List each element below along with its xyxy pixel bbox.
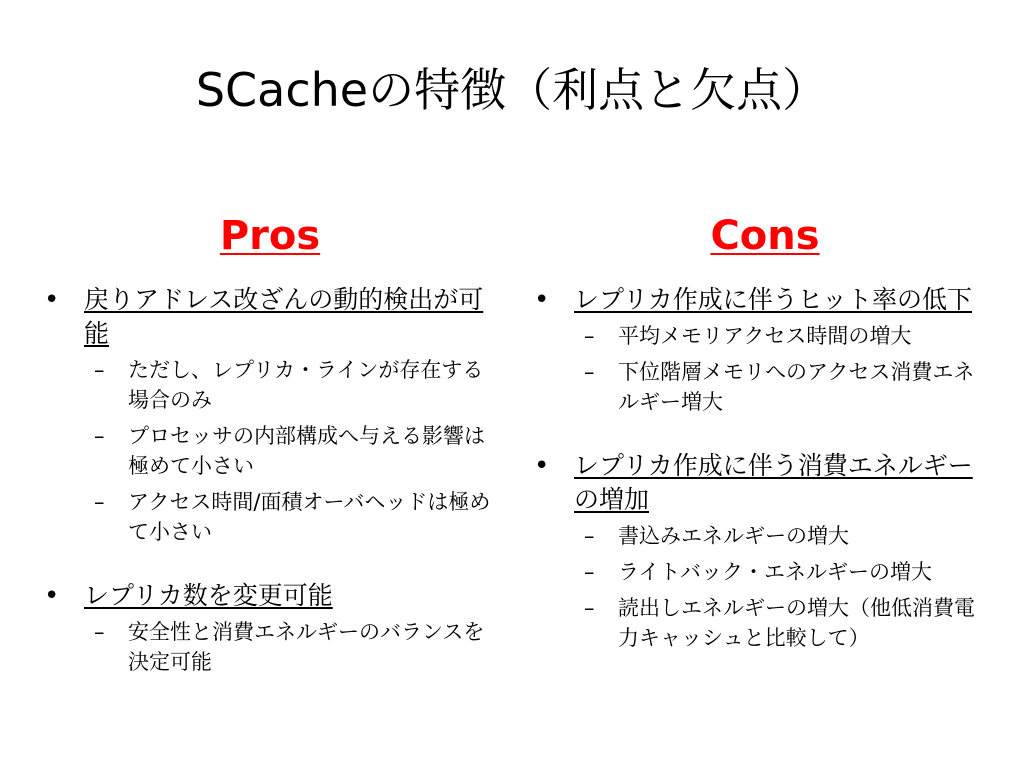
bullet-icon: • (534, 285, 550, 315)
cons-item (530, 283, 990, 417)
cons-sub-text: 平均メモリアクセス時間の増大 (618, 324, 912, 348)
dash-icon: – (584, 560, 595, 584)
cons-item-text: レプリカ作成に伴う消費エネルギーの増加 (574, 451, 973, 514)
pros-item (40, 283, 500, 547)
cons-heading: Cons (710, 213, 820, 259)
pros-sub-text: プロセッサの内部構成へ与える影響は極めて小さい (128, 424, 485, 478)
cons-sub-text: ライトバック・エネルギーの増大 (618, 560, 932, 584)
dash-icon: – (94, 490, 105, 514)
dash-icon: – (584, 596, 595, 620)
pros-sub-item (84, 421, 500, 481)
pros-heading: Pros (219, 213, 321, 259)
dash-icon: – (584, 360, 595, 384)
pros-item-text: レプリカ数を変更可能 (84, 581, 333, 610)
dash-icon: – (584, 524, 595, 548)
cons-column (530, 283, 990, 659)
pros-column (40, 283, 500, 683)
bullet-icon: • (534, 451, 550, 481)
pros-sub-text: 安全性と消費エネルギーのバランスを決定可能 (128, 620, 485, 674)
dash-icon: – (94, 620, 105, 644)
pros-sub-item (84, 487, 500, 547)
cons-item (530, 449, 990, 653)
cons-sub-item (574, 521, 990, 551)
bullet-icon: • (44, 581, 60, 611)
pros-sub-list (84, 617, 500, 677)
cons-sub-item (574, 357, 990, 417)
dash-icon: – (94, 358, 105, 382)
pros-item (40, 579, 500, 677)
pros-sub-text: アクセス時間/面積オーバヘッドは極めて小さい (128, 490, 491, 544)
pros-sub-item (84, 355, 500, 415)
pros-sub-item (84, 617, 500, 677)
bullet-icon: • (44, 285, 60, 315)
pros-sub-text: ただし、レプリカ・ラインが存在する場合のみ (128, 358, 484, 412)
cons-sub-item (574, 557, 990, 587)
cons-sub-text: 書込みエネルギーの増大 (618, 524, 849, 548)
cons-item-text: レプリカ作成に伴うヒット率の低下 (574, 285, 973, 314)
pros-sub-list (84, 355, 500, 547)
slide-title: SCacheの特徴（利点と欠点） (195, 63, 829, 117)
cons-sub-item (574, 593, 990, 653)
cons-sub-list (574, 521, 990, 653)
pros-item-text: 戻りアドレス改ざんの動的検出が可能 (84, 285, 484, 348)
dash-icon: – (584, 324, 595, 348)
cons-sub-text: 下位階層メモリへのアクセス消費エネルギー増大 (618, 360, 975, 414)
cons-sub-item (574, 321, 990, 351)
cons-sub-text: 読出しエネルギーの増大（他低消費電力キャッシュと比較して） (618, 596, 975, 650)
cons-sub-list (574, 321, 990, 417)
dash-icon: – (94, 424, 105, 448)
